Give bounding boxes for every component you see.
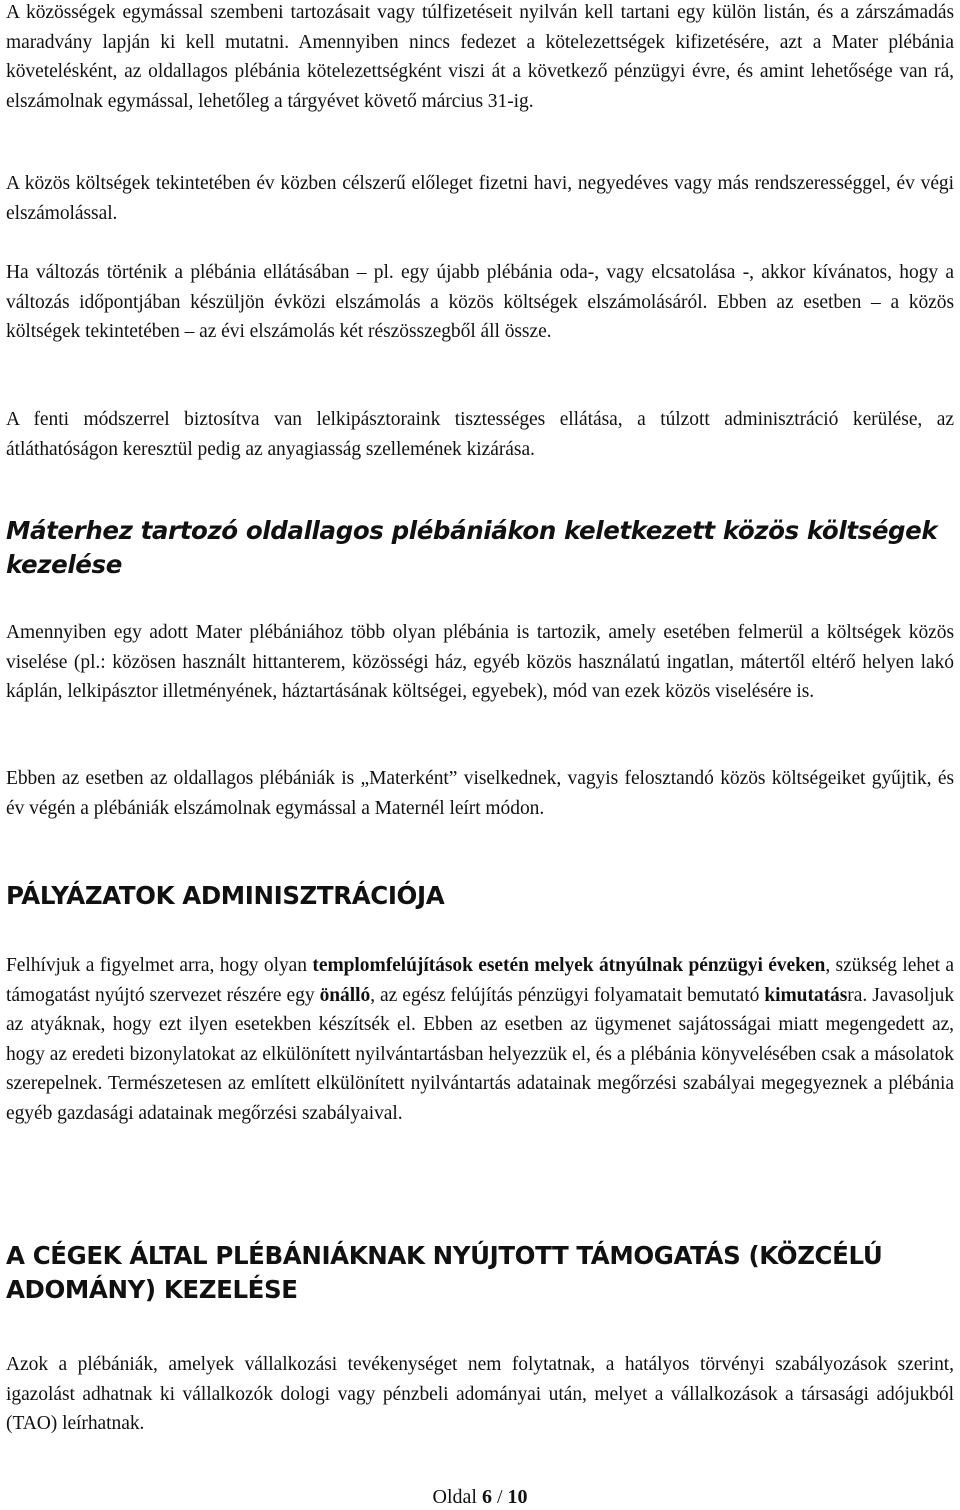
footer-current-page: 6 [481,1486,492,1508]
footer-prefix: Oldal [432,1486,482,1508]
footer-separator: / [491,1486,508,1508]
paragraph-method-benefits: A fenti módszerrel biztosítva van lelkipásztoraink tisztességes ellátása, a túlzott adminisztráció kerülése, az átláthatóságon keresztül pedig az anyagiasság szellemének kizárása. [6,409,954,460]
heading-corporate-donations: A CÉGEK ÁLTAL PLÉBÁNIÁKNAK NYÚJTOTT TÁMOGATÁS (KÖZCÉLÚ ADOMÁNY) KEZELÉSE [6,1241,883,1304]
paragraph-renovation-statement [6,951,954,1129]
paragraph-collect-costs: Ebben az esetben az oldallagos plébániák is „Materként” viselkednek, vagyis felosztandó közös költségeiket gyűjtik, és év végén a plébániák elszámolnak egymással a Maternél leírt módon. [6,768,954,819]
bold-segment: kimutatás [764,984,848,1006]
bold-segment: templomfelújítások esetén melyek átnyúlnak pénzügyi éveken [312,955,826,976]
text-segment: Felhívjuk a figyelmet arra, hogy olyan [6,955,313,976]
text-segment: ra. Javasoljuk az atyáknak, hogy ezt ilyen esetekben készítsék el. Ebben az esetben az ügymenet sajátosságai miatt megengedett az, hogy az eredeti bizonylatokat az elkülönített nyilvántartásban helyezzük el, és a plébánia könyvelésében csak a másolatok szerepelnek. Természetesen az említett elkülönített nyilvántartás adatainak megőrzési szabályai megegyeznek a plébánia egyéb gazdasági adatainak megőrzési szabályaival. [6,984,955,1124]
text-segment: , szükség lehet a támogatást nyújtó szervezet részére egy [6,955,954,1006]
paragraph-change-in-service: Ha változás történik a plébánia ellátásában – pl. egy újabb plébánia oda-, vagy elcsatolása -, akkor kívánatos, hogy a változás időpontjában készüljön évközi elszámolás a közös költségek elszámolásáról. Ebben az esetben – a közös költségek tekintetében – az évi elszámolás két részösszegből áll össze. [6,262,954,343]
paragraph-tax-certificate: Azok a plébániák, amelyek vállalkozási tevékenységet nem folytatnak, a hatályos törvényi szabályozások szerint, igazolást adhatnak ki vállalkozók dologi vagy pénzbeli adományai után, melyet a vállalkozások a társasági adójukból (TAO) leírhatnak. [6,1354,954,1435]
paragraph-shared-costs: Amennyiben egy adott Mater plébániához több olyan plébánia is tartozik, amely esetében felmerül a költségek közös viselése (pl.: közösen használt hittanterem, közösségi ház, egyéb közös használatú ingatlan, mátertől eltérő helyen lakó káplán, lelkipásztor illetményének, háztartásának költségei, egyebek), mód van ezek közös viselésére is. [6,622,954,703]
heading-mater-shared-costs: Máterhez tartozó oldallagos plébániákon keletkezett közös költségek kezelése [6,516,938,579]
text-segment: , az egész felújítás pénzügyi folyamatait bemutató [370,984,765,1006]
heading-grant-administration: PÁLYÁZATOK ADMINISZTRÁCIÓJA [6,881,445,910]
paragraph-advance-payment: A közös költségek tekintetében év közben célszerű előleget fizetni havi, negyedéves vagy más rendszerességgel, év végi elszámolással. [6,173,954,224]
footer-total-pages: 10 [507,1486,528,1508]
bold-segment: önálló [319,984,371,1006]
paragraph-settlement: A közösségek egymással szembeni tartozásait vagy túlfizetéseit nyilván kell tartani egy külön listán, és a zárszámadás maradvány lapján ki kell mutatni. Amennyiben nincs fedezet a kötelezettségek kifizetésére, azt a Mater plébánia követelésként, az oldallagos plébánia kötelezettségként viszi át a következő pénzügyi évre, és amint lehetősége van rá, elszámolnak egymással, lehetőleg a tárgyévet követő március 31-ig. [6,2,954,112]
page-number-footer [0,1484,960,1510]
